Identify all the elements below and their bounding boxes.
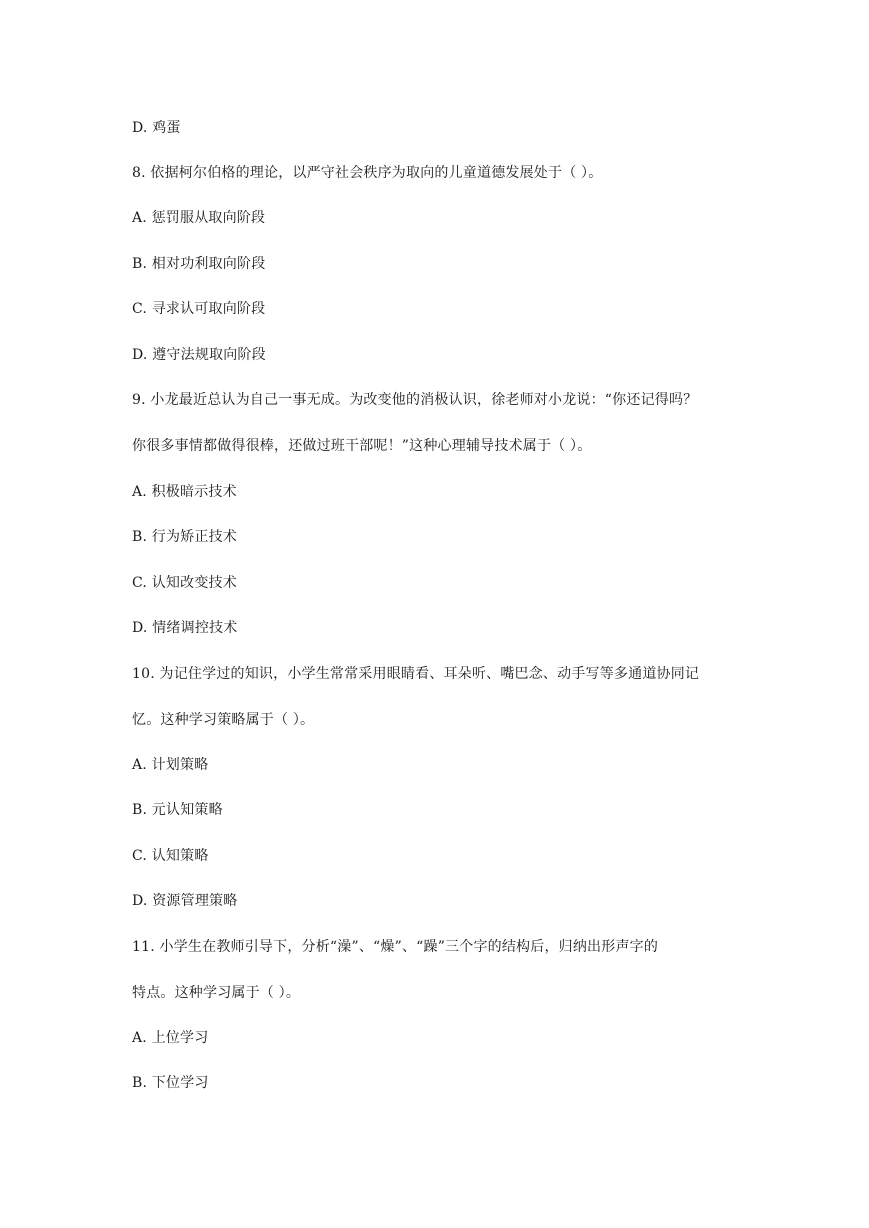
option-10a: A. 计划策略 xyxy=(132,757,209,773)
question-10-line-1: 10. 为记住学过的知识，小学生常常采用眼睛看、耳朵听、嘴巴念、动手写等多通道协同记 xyxy=(132,666,700,682)
option-10c: C. 认知策略 xyxy=(132,848,209,864)
option-8b: B. 相对功利取向阶段 xyxy=(132,256,266,272)
question-9-line-2: 你很多事情都做得很棒，还做过班干部呢！”这种心理辅导技术属于（ ）。 xyxy=(132,438,592,454)
option-9b: B. 行为矫正技术 xyxy=(132,529,237,545)
option-10d: D. 资源管理策略 xyxy=(132,893,238,909)
option-9d: D. 情绪调控技术 xyxy=(132,620,238,636)
question-8: 8. 依据柯尔伯格的理论，以严守社会秩序为取向的儿童道德发展处于（ ）。 xyxy=(132,165,603,181)
option-8a: A. 惩罚服从取向阶段 xyxy=(132,210,266,226)
option-10b: B. 元认知策略 xyxy=(132,802,223,818)
question-10-line-2: 忆。这种学习策略属于（ ）。 xyxy=(132,712,315,728)
question-9-line-1: 9. 小龙最近总认为自己一事无成。为改变他的消极认识，徐老师对小龙说：“你还记得吗？ xyxy=(132,392,698,408)
question-11-line-1: 11. 小学生在教师引导下，分析“澡”、“燥”、“躁”三个字的结构后，归纳出形声字的 xyxy=(132,939,659,955)
option-8c: C. 寻求认可取向阶段 xyxy=(132,301,266,317)
option-11b: B. 下位学习 xyxy=(132,1075,209,1091)
option-8d: D. 遵守法规取向阶段 xyxy=(132,347,266,363)
question-11-line-2: 特点。这种学习属于（ ）。 xyxy=(132,985,301,1001)
option-11a: A. 上位学习 xyxy=(132,1030,209,1046)
option-7d: D. 鸡蛋 xyxy=(132,120,181,136)
option-9c: C. 认知改变技术 xyxy=(132,575,237,591)
option-9a: A. 积极暗示技术 xyxy=(132,484,237,500)
